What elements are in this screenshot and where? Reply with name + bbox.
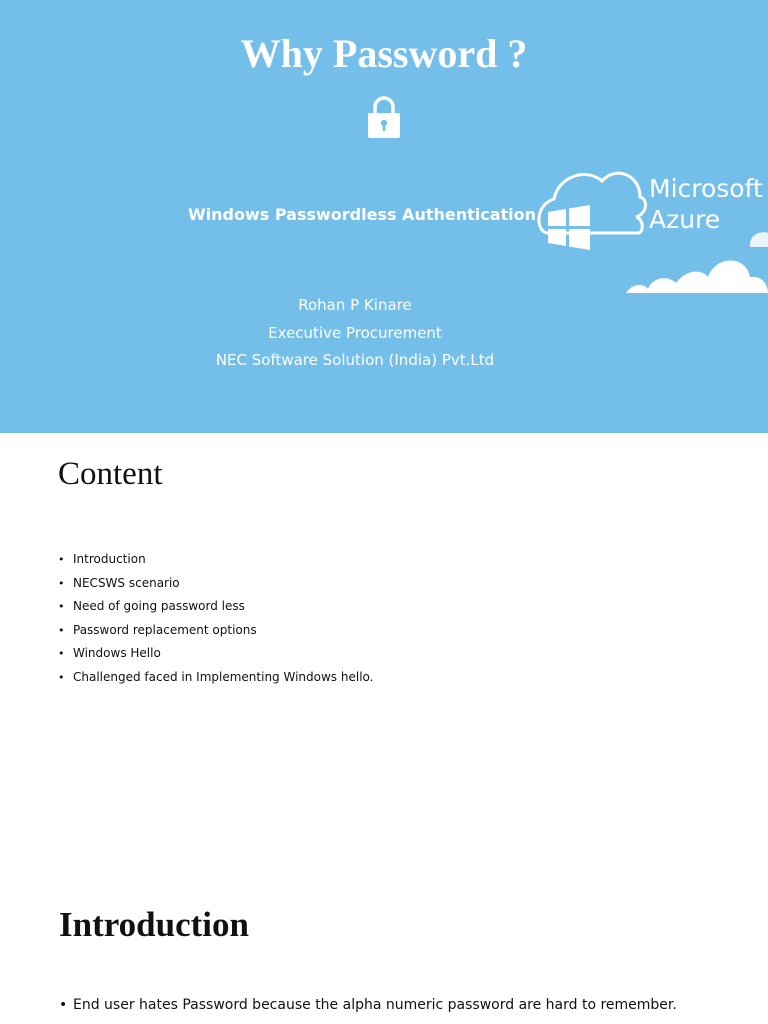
list-item-label: Password replacement options — [73, 622, 257, 637]
list-item — [58, 666, 373, 690]
slide-title: Why Password ? — [240, 31, 528, 76]
list-item — [58, 619, 373, 643]
list-item-label: Need of going password less — [73, 599, 245, 614]
list-item-label: End user hates Password because the alpha numeric password are hard to remember. — [73, 997, 677, 1013]
list-item — [58, 595, 373, 619]
author-company: NEC Software Solution (India) Pvt.Ltd — [215, 351, 495, 369]
bullet-icon: • — [58, 623, 65, 637]
list-item — [59, 993, 677, 1017]
list-item-label: Introduction — [73, 552, 146, 566]
presentation-subtitle: Windows Passwordless Authentication — [188, 205, 537, 224]
logo-line-microsoft: Microsoft — [649, 174, 763, 203]
title-slide — [0, 0, 768, 433]
introduction-slide — [0, 873, 768, 1024]
list-item — [58, 642, 373, 666]
list-item-label: Windows Hello — [73, 646, 161, 661]
introduction-heading: Introduction — [59, 905, 249, 944]
list-item — [58, 548, 373, 572]
author-name: Rohan P Kinare — [298, 296, 412, 314]
author-block — [0, 292, 710, 375]
content-list — [58, 548, 373, 690]
introduction-list — [59, 993, 677, 1017]
padlock-icon — [366, 94, 402, 140]
bullet-icon: • — [59, 997, 68, 1013]
list-item — [58, 572, 373, 596]
author-role: Executive Procurement — [268, 323, 442, 342]
bullet-icon: • — [58, 576, 65, 590]
azure-logo-text — [649, 176, 763, 232]
list-item-label: Challenged faced in Implementing Windows hello. — [73, 669, 374, 684]
content-slide — [0, 433, 768, 873]
bullet-icon: • — [58, 600, 65, 614]
content-heading: Content — [58, 456, 163, 492]
bullet-icon: • — [58, 647, 65, 661]
bullet-icon: • — [58, 553, 65, 566]
list-item-label: NECSWS scenario — [73, 575, 180, 590]
logo-line-azure: Azure — [649, 205, 721, 234]
bullet-icon: • — [58, 670, 65, 684]
